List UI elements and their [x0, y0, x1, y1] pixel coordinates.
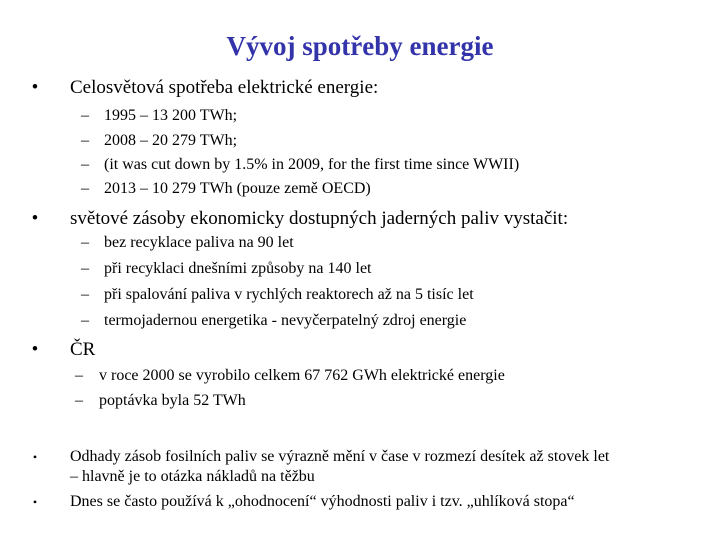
note-text-line: – hlavně je to otázka nákladů na těžbu — [70, 468, 315, 485]
bullet-icon: • — [31, 208, 39, 229]
bullet-text: světové zásoby ekonomicky dostupných jaderných paliv vystačit: — [70, 208, 569, 229]
bullet-icon: • — [31, 339, 39, 360]
sub-item-text: (it was cut down by 1.5% in 2009, for the first time since WWII) — [104, 156, 520, 173]
sub-item-text: 1995 – 13 200 TWh; — [104, 107, 238, 124]
note-text-line: Odhady zásob fosilních paliv se výrazně mění v čase v rozmezí desítek až stovek let — [70, 448, 610, 465]
dash-icon: – — [81, 180, 89, 197]
sub-item-text: při recyklaci dnešními způsoby na 140 let — [104, 260, 372, 277]
slide-title: Vývoj spotřeby energie — [226, 31, 494, 61]
dash-icon: – — [75, 367, 83, 384]
bullet-icon: • — [31, 77, 39, 98]
dash-icon: – — [75, 392, 83, 409]
sub-item-text: 2008 – 20 279 TWh; — [104, 132, 238, 149]
sub-item-text: poptávka byla 52 TWh — [99, 392, 246, 409]
dash-icon: – — [81, 132, 89, 149]
sub-item-text: v roce 2000 se vyrobilo celkem 67 762 GWh elektrické energie — [99, 367, 505, 384]
sub-item-text: termojadernou energetika - nevyčerpatelný zdroj energie — [104, 312, 467, 329]
bullet-icon: • — [32, 450, 38, 464]
dash-icon: – — [81, 234, 89, 251]
sub-item-text: 2013 – 10 279 TWh (pouze země OECD) — [104, 180, 371, 197]
sub-item-text: při spalování paliva v rychlých reaktorech až na 5 tisíc let — [104, 286, 474, 303]
bullet-icon: • — [32, 495, 38, 509]
sub-item-text: bez recyklace paliva na 90 let — [104, 234, 294, 251]
bullet-text: Celosvětová spotřeba elektrické energie: — [70, 77, 379, 98]
dash-icon: – — [81, 107, 89, 124]
note-text-line: Dnes se často používá k „ohodnocení“ výhodnosti paliv i tzv. „uhlíková stopa“ — [70, 493, 575, 510]
dash-icon: – — [81, 286, 89, 303]
dash-icon: – — [81, 312, 89, 329]
dash-icon: – — [81, 156, 89, 173]
bullet-text: ČR — [70, 339, 96, 360]
dash-icon: – — [81, 260, 89, 277]
